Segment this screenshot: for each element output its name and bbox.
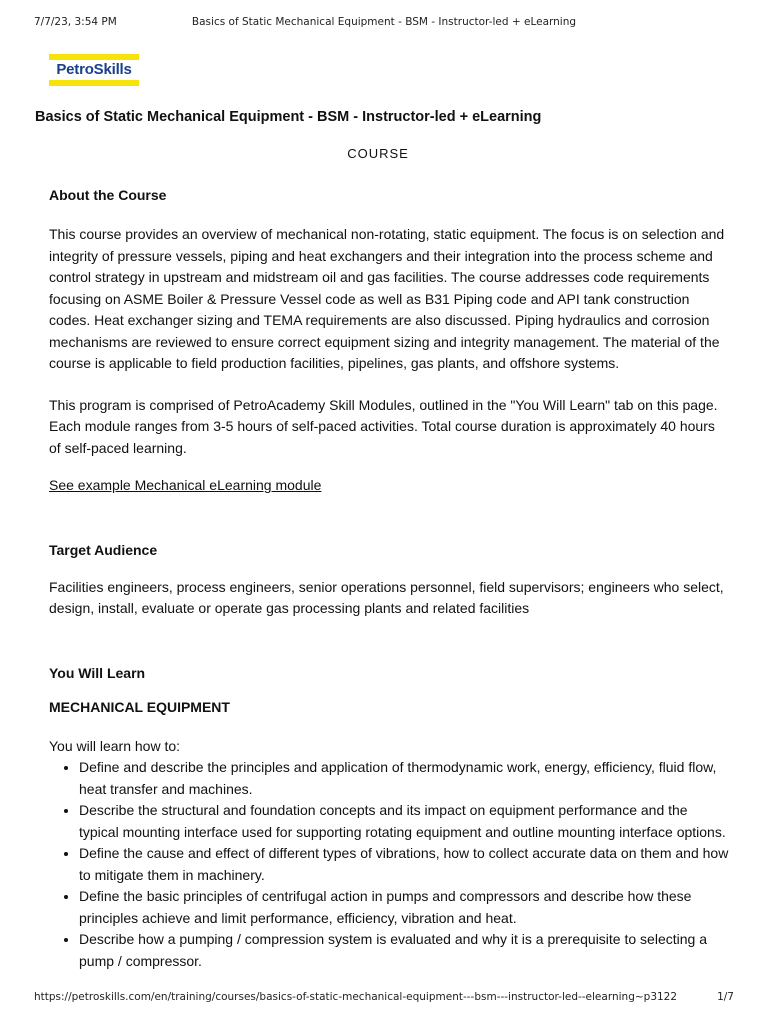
learn-intro: You will learn how to: — [49, 737, 181, 754]
page-subtitle: COURSE — [347, 146, 409, 161]
learn-list-item: • Describe how a pumping / compression system is evaluated and why it is a prerequisite to selecting a pump / compressor. — [79, 929, 729, 972]
audience-heading: Target Audience — [49, 541, 158, 558]
audience-section — [49, 541, 729, 620]
print-document-title: Basics of Static Mechanical Equipment - BSM - Instructor-led + eLearning — [191, 16, 577, 28]
learn-section — [49, 664, 729, 973]
learn-list-item: • Define the cause and effect of different types of vibrations, how to collect accurate data on them and how to mitigate them in machinery. — [79, 843, 729, 886]
about-heading: About the Course — [49, 187, 167, 203]
petroskills-logo[interactable] — [49, 54, 139, 86]
module-heading: MECHANICAL EQUIPMENT — [49, 698, 230, 715]
page-title: Basics of Static Mechanical Equipment - BSM - Instructor-led + eLearning — [35, 109, 542, 125]
example-module-link[interactable]: See example Mechanical eLearning module — [49, 477, 322, 493]
learn-heading: You Will Learn — [49, 664, 146, 681]
main-content — [49, 186, 729, 972]
print-page-number: 1/7 — [717, 991, 734, 1003]
about-paragraph-1: This course provides an overview of mechanical non-rotating, static equipment. The focus is on selection and integrity of pressure vessels, piping and heat exchangers and their integration into the process scheme and control strategy in upstream and midstream oil and gas facilities. The course addresses code requirements focusing on ASME Boiler & Pressure Vessel code as well as B31 Piping code and API tank construction codes. Heat exchanger sizing and TEMA requirements are also discussed. Piping hydraulics and corrosion mechanisms are reviewed to ensure correct equipment sizing and integrity management. The material of the course is applicable to field production facilities, pipelines, gas plants, and offshore systems. — [49, 226, 725, 371]
learn-list-item: • Describe the structural and foundation concepts and its impact on equipment performance and the typical mounting interface used for supporting rotating equipment and outline mounting interface options. — [79, 800, 729, 843]
print-header — [34, 16, 734, 32]
about-section — [49, 186, 729, 497]
print-date: 7/7/23, 3:54 PM — [34, 16, 117, 28]
logo-text: PetroSkills — [56, 61, 132, 78]
learn-list-item: • Define and describe the principles and application of thermodynamic work, energy, efficiency, fluid flow, heat transfer and machines. — [79, 757, 729, 800]
about-paragraph-2: This program is comprised of PetroAcademy Skill Modules, outlined in the "You Will Learn" tab on this page. Each module ranges from 3-5 hours of self-paced activities. Total course duration is approximately 40 hours of self-paced learning. — [49, 396, 718, 456]
print-footer — [34, 991, 734, 1007]
audience-text: Facilities engineers, process engineers, senior operations personnel, field supervisors; engineers who select, design, install, evaluate or operate gas processing plants and related facilities — [49, 578, 724, 616]
learn-list-item: • Define the basic principles of centrifugal action in pumps and compressors and describe how these principles achieve and limit performance, efficiency, vibration and heat. — [79, 886, 729, 929]
learn-list — [49, 757, 729, 972]
print-url: https://petroskills.com/en/training/courses/basics-of-static-mechanical-equipment---bsm---instructor-led--elearning~p3122 — [34, 991, 678, 1003]
